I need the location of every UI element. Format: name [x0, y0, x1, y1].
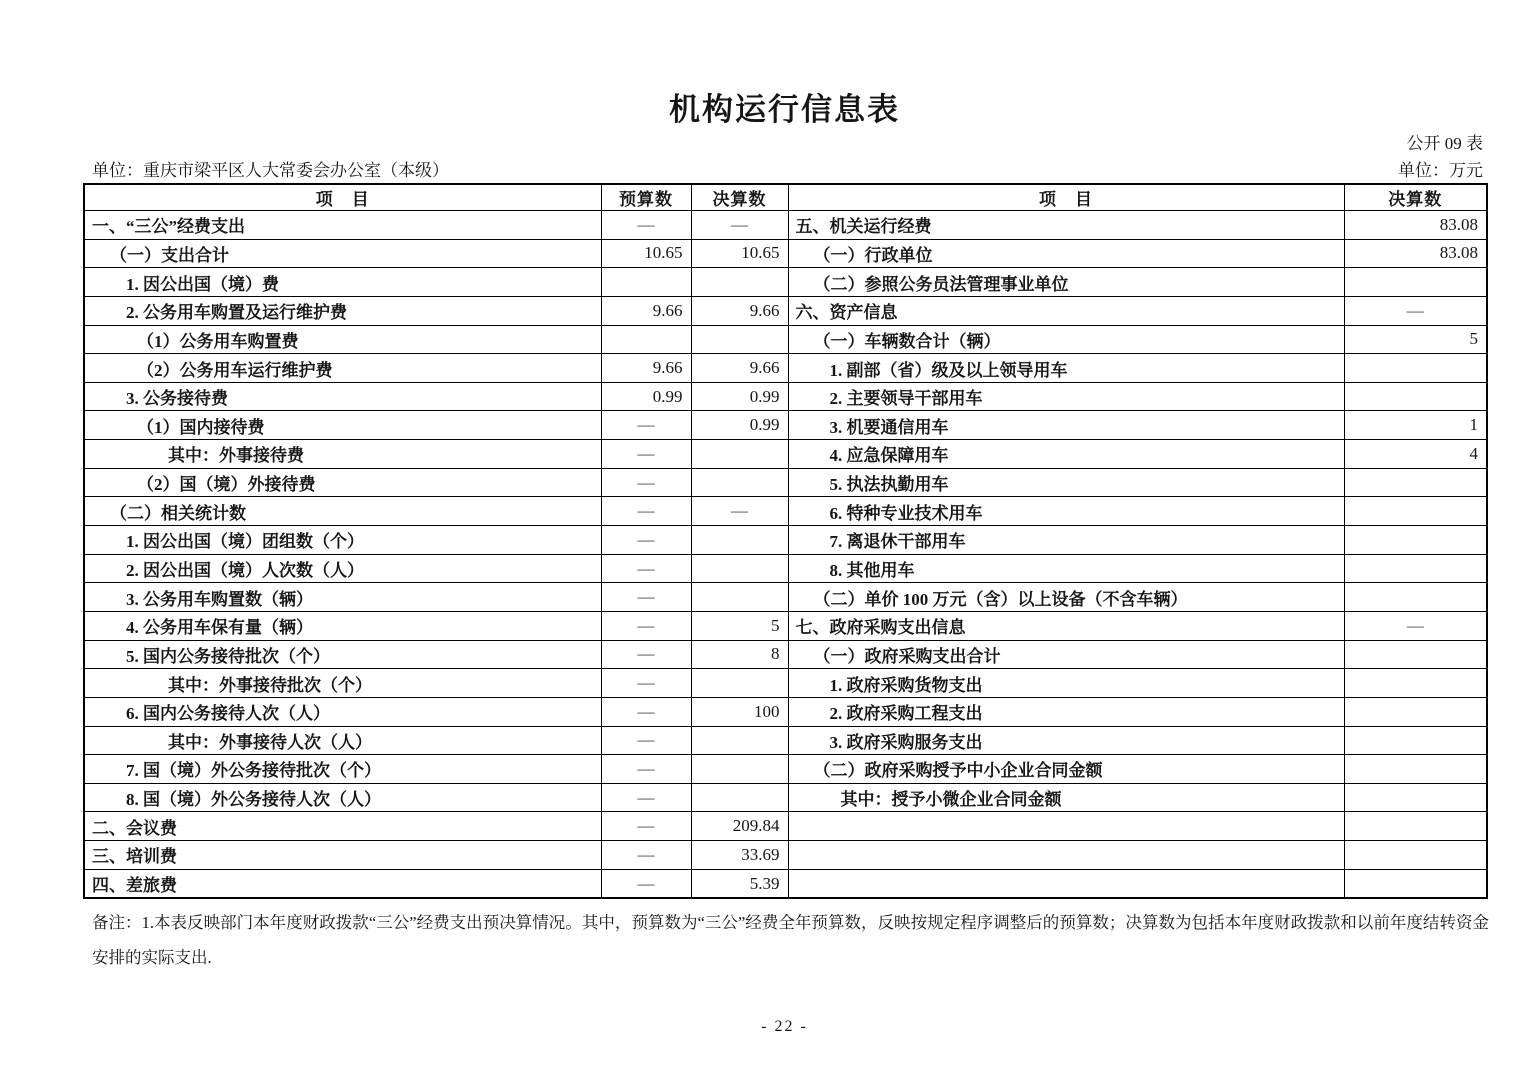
right-item-label-cell: （二）政府采购授予中小企业合同金额	[788, 755, 1344, 784]
right-final-value-cell	[1344, 869, 1487, 898]
right-final-value-cell: —	[1344, 611, 1487, 640]
unit-line	[83, 156, 1483, 181]
budget-value-cell: —	[601, 783, 691, 812]
item-label-cell: 2. 公务用车购置及运行维护费	[84, 296, 601, 325]
item-label-cell: 其中：外事接待人次（人）	[84, 726, 601, 755]
table-row	[84, 611, 1487, 640]
budget-value-cell: 9.66	[601, 296, 691, 325]
table-row	[84, 440, 1487, 469]
table-row	[84, 783, 1487, 812]
item-label-cell: 1. 因公出国（境）团组数（个）	[84, 526, 601, 555]
right-final-value-cell: —	[1344, 296, 1487, 325]
table-row	[84, 382, 1487, 411]
right-final-value-cell	[1344, 497, 1487, 526]
right-item-label-cell: （一）政府采购支出合计	[788, 640, 1344, 669]
right-item-label-cell: 3. 政府采购服务支出	[788, 726, 1344, 755]
final-value-cell: 100	[691, 697, 788, 726]
final-value-cell: 0.99	[691, 411, 788, 440]
table-row	[84, 697, 1487, 726]
budget-value-cell: 10.65	[601, 239, 691, 268]
table-row	[84, 583, 1487, 612]
table-row	[84, 211, 1487, 240]
item-label-cell: 3. 公务接待费	[84, 382, 601, 411]
right-final-value-cell	[1344, 640, 1487, 669]
budget-value-cell	[601, 268, 691, 297]
right-final-value-cell	[1344, 726, 1487, 755]
form-code-label: 公开 09 表	[1406, 134, 1483, 153]
right-final-value-cell: 5	[1344, 325, 1487, 354]
column-header-final-right: 决算数	[1344, 184, 1487, 211]
right-final-value-cell	[1344, 755, 1487, 784]
budget-value-cell: —	[601, 697, 691, 726]
budget-value-cell: —	[601, 526, 691, 555]
final-value-cell	[691, 755, 788, 784]
item-label-cell: 7. 国（境）外公务接待批次（个）	[84, 755, 601, 784]
right-item-label-cell: 3. 机要通信用车	[788, 411, 1344, 440]
table-row	[84, 325, 1487, 354]
right-final-value-cell	[1344, 841, 1487, 870]
budget-value-cell: —	[601, 726, 691, 755]
budget-value-cell: —	[601, 755, 691, 784]
table-header	[84, 184, 1487, 211]
final-value-cell: 9.66	[691, 354, 788, 383]
right-item-label-cell: 六、资产信息	[788, 296, 1344, 325]
budget-value-cell: —	[601, 611, 691, 640]
final-value-cell: —	[691, 211, 788, 240]
budget-value-cell: —	[601, 468, 691, 497]
table-row	[84, 468, 1487, 497]
table-row	[84, 526, 1487, 555]
budget-value-cell: —	[601, 812, 691, 841]
final-value-cell: 10.65	[691, 239, 788, 268]
budget-value-cell: —	[601, 841, 691, 870]
item-label-cell: （二）相关统计数	[84, 497, 601, 526]
right-final-value-cell	[1344, 354, 1487, 383]
right-item-label-cell: 7. 离退休干部用车	[788, 526, 1344, 555]
right-item-label-cell: 五、机关运行经费	[788, 211, 1344, 240]
item-label-cell: 二、会议费	[84, 812, 601, 841]
right-final-value-cell: 83.08	[1344, 211, 1487, 240]
right-item-label-cell: 4. 应急保障用车	[788, 440, 1344, 469]
page-number: - 22 -	[761, 1018, 808, 1035]
item-label-cell: （一）支出合计	[84, 239, 601, 268]
table-row	[84, 497, 1487, 526]
right-item-label-cell: 2. 政府采购工程支出	[788, 697, 1344, 726]
right-item-label-cell: （一）行政单位	[788, 239, 1344, 268]
final-value-cell	[691, 526, 788, 555]
right-final-value-cell	[1344, 812, 1487, 841]
right-item-label-cell	[788, 812, 1344, 841]
item-label-cell: （2）国（境）外接待费	[84, 468, 601, 497]
footnote-line-1: 备注：1.本表反映部门本年度财政拨款“三公”经费支出预决算情况。其中，预算数为“三公”经费全年预算数，反映按规定程序调整后的预算数；决算数为包括本年度财政拨款和以前年度结转资金	[92, 913, 1489, 932]
final-value-cell	[691, 325, 788, 354]
budget-value-cell: —	[601, 440, 691, 469]
page-title: 机构运行信息表	[669, 92, 900, 127]
final-value-cell: 0.99	[691, 382, 788, 411]
budget-value-cell: —	[601, 669, 691, 698]
right-final-value-cell	[1344, 583, 1487, 612]
budget-value-cell: —	[601, 411, 691, 440]
right-item-label-cell	[788, 841, 1344, 870]
header-row	[84, 184, 1487, 211]
item-label-cell: （2）公务用车运行维护费	[84, 354, 601, 383]
item-label-cell: 5. 国内公务接待批次（个）	[84, 640, 601, 669]
final-value-cell	[691, 268, 788, 297]
budget-value-cell: 0.99	[601, 382, 691, 411]
right-item-label-cell: （二）参照公务员法管理事业单位	[788, 268, 1344, 297]
item-label-cell: 四、差旅费	[84, 869, 601, 898]
right-final-value-cell: 83.08	[1344, 239, 1487, 268]
table-row	[84, 755, 1487, 784]
right-item-label-cell: 6. 特种专业技术用车	[788, 497, 1344, 526]
table-body	[84, 211, 1487, 899]
final-value-cell	[691, 669, 788, 698]
final-value-cell	[691, 440, 788, 469]
table-row	[84, 239, 1487, 268]
right-final-value-cell	[1344, 268, 1487, 297]
table-row	[84, 411, 1487, 440]
right-item-label-cell: （二）单价 100 万元（含）以上设备（不含车辆）	[788, 583, 1344, 612]
item-label-cell: 三、培训费	[84, 841, 601, 870]
data-table	[83, 183, 1488, 899]
right-item-label-cell	[788, 869, 1344, 898]
item-label-cell: 6. 国内公务接待人次（人）	[84, 697, 601, 726]
table-row	[84, 841, 1487, 870]
table-row	[84, 869, 1487, 898]
item-label-cell: 4. 公务用车保有量（辆）	[84, 611, 601, 640]
column-header-budget: 预算数	[601, 184, 691, 211]
right-item-label-cell: 5. 执法执勤用车	[788, 468, 1344, 497]
item-label-cell: （1）国内接待费	[84, 411, 601, 440]
budget-value-cell	[601, 325, 691, 354]
item-label-cell: 1. 因公出国（境）费	[84, 268, 601, 297]
final-value-cell	[691, 726, 788, 755]
right-item-label-cell: （一）车辆数合计（辆）	[788, 325, 1344, 354]
unit-currency: 单位：万元	[1398, 161, 1483, 180]
right-item-label-cell: 1. 政府采购货物支出	[788, 669, 1344, 698]
table-row	[84, 554, 1487, 583]
final-value-cell: 209.84	[691, 812, 788, 841]
budget-value-cell: —	[601, 554, 691, 583]
final-value-cell	[691, 783, 788, 812]
right-final-value-cell	[1344, 783, 1487, 812]
right-final-value-cell	[1344, 669, 1487, 698]
budget-value-cell: —	[601, 869, 691, 898]
right-item-label-cell: 2. 主要领导干部用车	[788, 382, 1344, 411]
table-row	[84, 726, 1487, 755]
item-label-cell: 其中：外事接待费	[84, 440, 601, 469]
final-value-cell: 33.69	[691, 841, 788, 870]
item-label-cell: 其中：外事接待批次（个）	[84, 669, 601, 698]
budget-value-cell: —	[601, 497, 691, 526]
item-label-cell: 8. 国（境）外公务接待人次（人）	[84, 783, 601, 812]
table-row	[84, 640, 1487, 669]
final-value-cell	[691, 583, 788, 612]
right-final-value-cell: 1	[1344, 411, 1487, 440]
right-item-label-cell: 8. 其他用车	[788, 554, 1344, 583]
final-value-cell: 5.39	[691, 869, 788, 898]
table-row	[84, 268, 1487, 297]
item-label-cell: （1）公务用车购置费	[84, 325, 601, 354]
budget-value-cell: —	[601, 583, 691, 612]
right-final-value-cell	[1344, 468, 1487, 497]
final-value-cell: 5	[691, 611, 788, 640]
final-value-cell	[691, 554, 788, 583]
table-row	[84, 669, 1487, 698]
item-label-cell: 2. 因公出国（境）人次数（人）	[84, 554, 601, 583]
right-final-value-cell	[1344, 526, 1487, 555]
budget-value-cell: 9.66	[601, 354, 691, 383]
right-final-value-cell	[1344, 554, 1487, 583]
table-row	[84, 812, 1487, 841]
right-item-label-cell: 1. 副部（省）级及以上领导用车	[788, 354, 1344, 383]
right-final-value-cell	[1344, 382, 1487, 411]
item-label-cell: 一、“三公”经费支出	[84, 211, 601, 240]
column-header-item-left: 项 目	[84, 184, 601, 211]
table-row	[84, 296, 1487, 325]
right-item-label-cell: 七、政府采购支出信息	[788, 611, 1344, 640]
column-header-final-left: 决算数	[691, 184, 788, 211]
right-final-value-cell	[1344, 697, 1487, 726]
budget-value-cell: —	[601, 640, 691, 669]
final-value-cell: 8	[691, 640, 788, 669]
final-value-cell	[691, 468, 788, 497]
right-final-value-cell: 4	[1344, 440, 1487, 469]
budget-value-cell: —	[601, 211, 691, 240]
table-row	[84, 354, 1487, 383]
footnote	[83, 905, 1489, 975]
final-value-cell: 9.66	[691, 296, 788, 325]
column-header-item-right: 项 目	[788, 184, 1344, 211]
right-item-label-cell: 其中：授予小微企业合同金额	[788, 783, 1344, 812]
item-label-cell: 3. 公务用车购置数（辆）	[84, 583, 601, 612]
footnote-line-2: 安排的实际支出.	[92, 948, 212, 967]
final-value-cell: —	[691, 497, 788, 526]
unit-name: 单位：重庆市梁平区人大常委会办公室（本级）	[92, 161, 449, 180]
